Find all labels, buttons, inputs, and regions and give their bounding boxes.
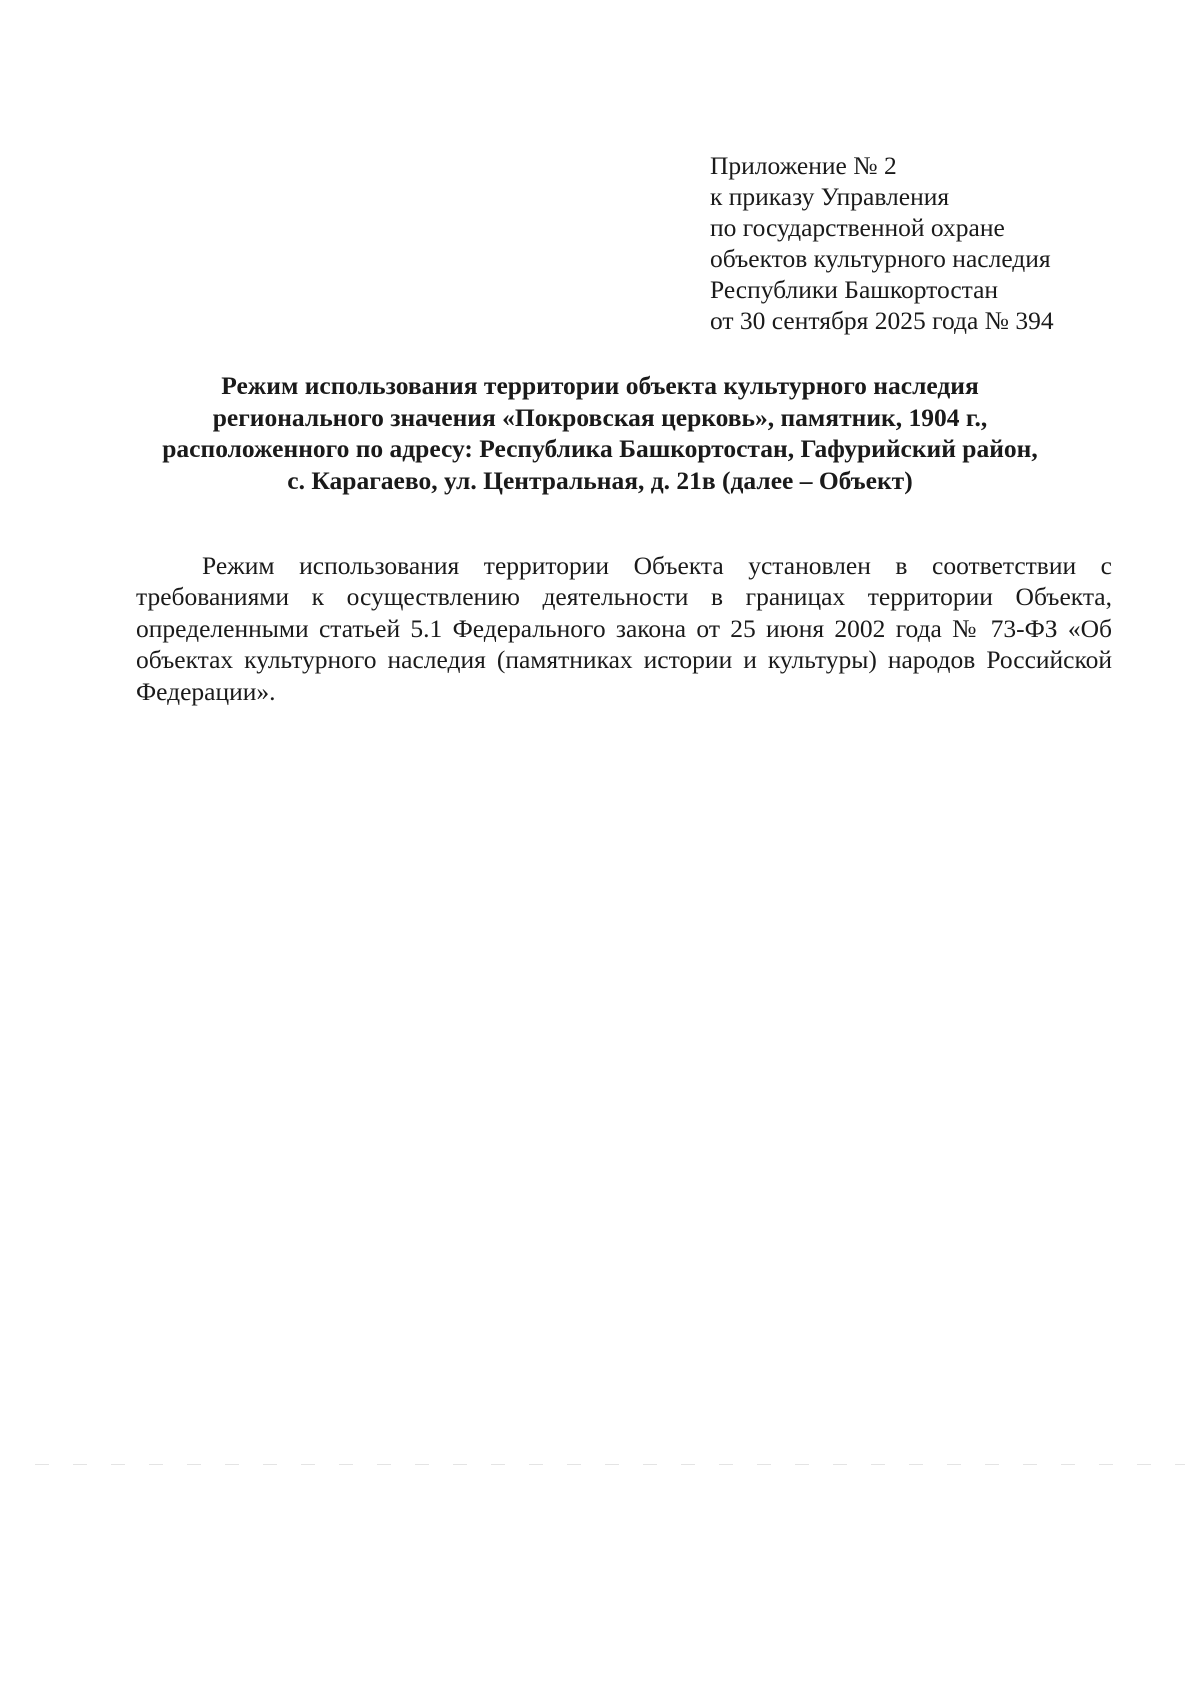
document-title bbox=[120, 370, 1080, 496]
appendix-line: Приложение № 2 bbox=[710, 151, 897, 180]
title-line: Режим использования территории объекта культурного наследия bbox=[221, 371, 979, 400]
body-paragraph: Режим использования территории Объекта установлен в соответствии с требованиями к осуществлению деятельности в границах территории Объекта, определенными статьей 5.1 Федерального закона от 25 июня 2002 года № 73-ФЗ «Об объектах культурного наследия (памятниках истории и культуры) народов Российской Федерации». bbox=[136, 550, 1112, 706]
appendix-line: по государственной охране bbox=[710, 213, 1005, 242]
appendix-line: Республики Башкортостан bbox=[710, 275, 999, 304]
title-line: с. Карагаево, ул. Центральная, д. 21в (далее – Объект) bbox=[287, 465, 913, 495]
title-line: расположенного по адресу: Республика Башкортостан, Гафурийский район, bbox=[162, 434, 1038, 463]
scan-artifact-line bbox=[35, 1464, 1185, 1465]
title-line: регионального значения «Покровская церковь», памятник, 1904 г., bbox=[212, 402, 988, 432]
appendix-line: к приказу Управления bbox=[710, 182, 950, 211]
appendix-header bbox=[710, 150, 1054, 336]
appendix-line: объектов культурного наследия bbox=[710, 244, 1051, 273]
appendix-line: от 30 сентября 2025 года № 394 bbox=[710, 306, 1054, 335]
